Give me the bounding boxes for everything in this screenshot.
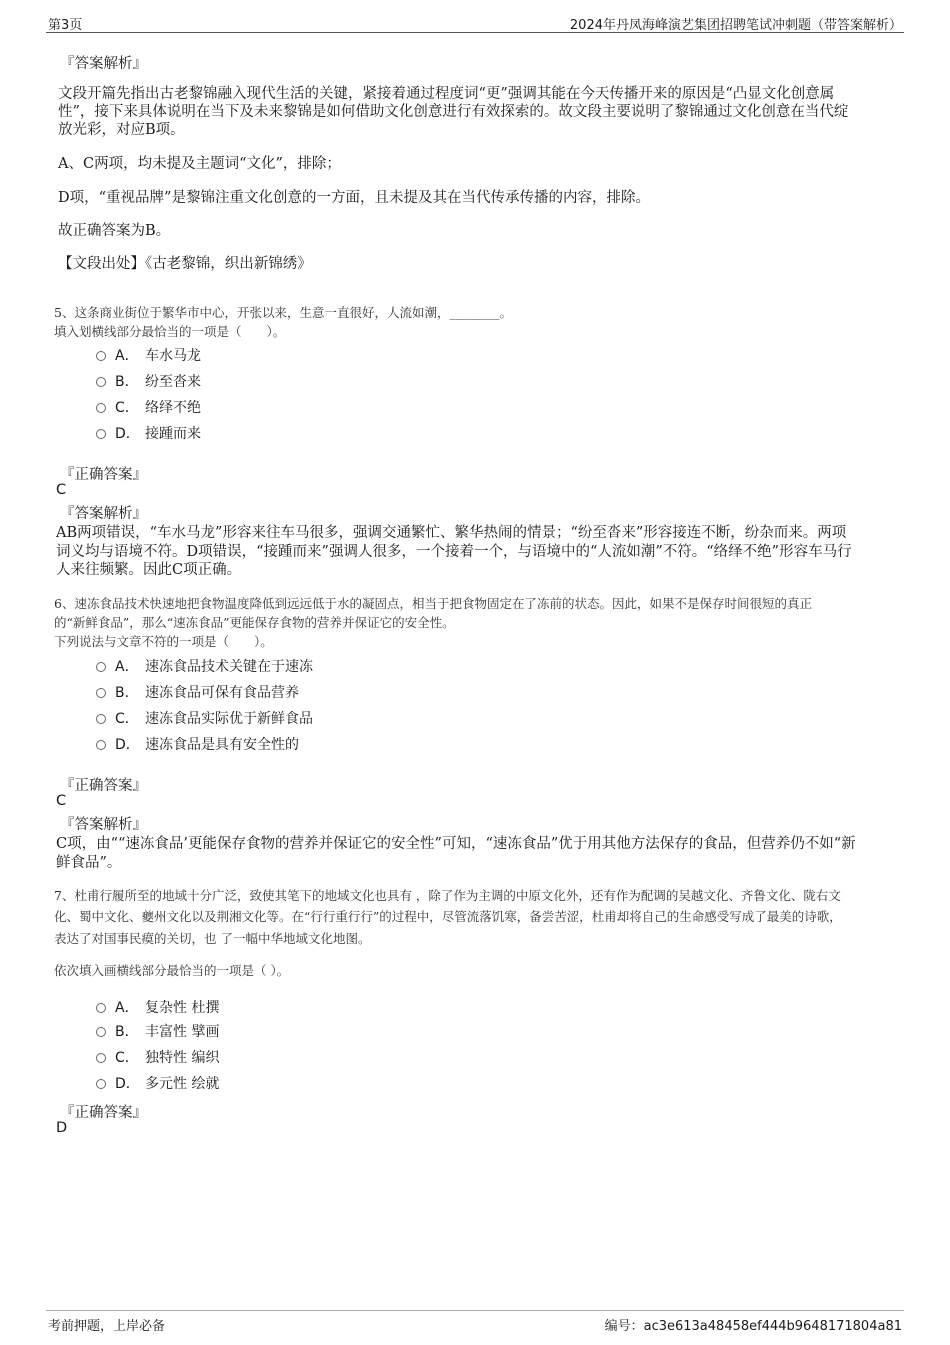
q6-prompt: 下列说法与文章不符的一项是（ ）。 bbox=[54, 634, 273, 649]
radio-icon[interactable] bbox=[96, 740, 106, 750]
q6-option-d[interactable]: D． 速冻食品是具有安全性的 bbox=[96, 734, 299, 754]
q5-answer: C bbox=[56, 482, 67, 498]
q4-analysis-line: 文段开篇先指出古老黎锦融入现代生活的关键，紧接着通过程度词“更”强调其能在今天传播开来的原因是“凸显文化创意属 bbox=[58, 86, 835, 102]
q6-answer-label: 『正确答案』 bbox=[60, 778, 147, 794]
footer-slogan: 考前押题，上岸必备 bbox=[48, 1319, 166, 1334]
q5-answer-label: 『正确答案』 bbox=[60, 467, 147, 483]
q6-analysis-label: 『答案解析』 bbox=[60, 817, 147, 833]
q4-analysis-line: 性”，接下来具体说明在当下及未来黎锦是如何借助文化创意进行有效探索的。故文段主要说明了黎锦通过文化创意在当代绽 bbox=[58, 104, 849, 120]
q6-option-c[interactable]: C． 速冻食品实际优于新鲜食品 bbox=[96, 708, 313, 728]
radio-icon[interactable] bbox=[96, 403, 106, 413]
radio-icon[interactable] bbox=[96, 351, 106, 361]
q6-option-b[interactable]: B． 速冻食品可保有食品营养 bbox=[96, 682, 299, 702]
q5-analysis-label: 『答案解析』 bbox=[60, 506, 147, 522]
q4-source: 【文段出处】《古老黎锦，织出新锦绣》 bbox=[58, 256, 312, 272]
q6-analysis-line: C项，由““速冻食品’更能保存食物的营养并保证它的安全性”可知，“速冻食品”优于用其他方法保存的食品，但营养仍不如“新 bbox=[56, 836, 856, 852]
page-footer bbox=[46, 1310, 904, 1335]
q5-option-d[interactable]: D． 接踵而来 bbox=[96, 423, 201, 443]
radio-icon[interactable] bbox=[96, 377, 106, 387]
q7-option-c[interactable]: C． 独特性 编织 bbox=[96, 1047, 219, 1067]
q5-option-c[interactable]: C． 络绎不绝 bbox=[96, 397, 201, 417]
q6-answer: C bbox=[56, 793, 67, 809]
radio-icon[interactable] bbox=[96, 429, 106, 439]
q4-conclusion: 故正确答案为B。 bbox=[58, 223, 171, 239]
q6-stem: 6、速冻食品技术快速地把食物温度降低到远远低于水的凝固点，相当于把食物固定在了冻前的状态。因此，如果不是保存时间很短的真正 bbox=[54, 596, 812, 611]
radio-icon[interactable] bbox=[96, 1079, 106, 1089]
q4-analysis-line: A、C两项，均未提及主题词“文化”，排除； bbox=[58, 156, 341, 172]
radio-icon[interactable] bbox=[96, 714, 106, 724]
document-code: 编号：ac3e613a48458ef444b9648171804a81 bbox=[604, 1319, 902, 1334]
page-header bbox=[46, 12, 904, 33]
q7-option-d[interactable]: D． 多元性 绘就 bbox=[96, 1073, 219, 1093]
q7-stem: 7、杜甫行履所至的地域十分广泛，致使其笔下的地域文化也具有 ，除了作为主调的中原文化外，还有作为配调的吴越文化、齐鲁文化、陇右文 bbox=[54, 888, 841, 903]
q7-prompt: 依次填入画横线部分最恰当的一项是（ ）。 bbox=[54, 963, 290, 978]
q4-analysis-line: 放光彩，对应B项。 bbox=[58, 122, 185, 138]
radio-icon[interactable] bbox=[96, 662, 106, 672]
q5-option-b[interactable]: B． 纷至沓来 bbox=[96, 371, 201, 391]
q6-option-a[interactable]: A． 速冻食品技术关键在于速冻 bbox=[96, 656, 313, 676]
q5-analysis-line: 人来往频繁。因此C项正确。 bbox=[56, 562, 242, 578]
q6-stem: 的“新鲜食品”，那么“速冻食品”更能保存食物的营养并保证它的安全性。 bbox=[54, 615, 455, 630]
radio-icon[interactable] bbox=[96, 1027, 106, 1037]
document-title: 2024年丹凤海峰演艺集团招聘笔试冲刺题（带答案解析） bbox=[569, 18, 902, 33]
page-number: 第3页 bbox=[48, 18, 83, 33]
radio-icon[interactable] bbox=[96, 1053, 106, 1063]
q6-analysis-line: 鲜食品”。 bbox=[56, 855, 122, 871]
q7-option-b[interactable]: B． 丰富性 擘画 bbox=[96, 1021, 219, 1041]
q7-option-a[interactable]: A． 复杂性 杜撰 bbox=[96, 997, 219, 1017]
q4-analysis-line: D项，“重视品牌”是黎锦注重文化创意的一方面，且未提及其在当代传承传播的内容，排除。 bbox=[58, 190, 650, 206]
q7-stem: 表达了对国事民瘼的关切，也 了一幅中华地域文化地图。 bbox=[54, 931, 371, 946]
radio-icon[interactable] bbox=[96, 1003, 106, 1013]
q5-option-a[interactable]: A． 车水马龙 bbox=[96, 345, 201, 365]
q4-analysis-label: 『答案解析』 bbox=[60, 56, 147, 72]
q7-answer: D bbox=[56, 1120, 68, 1136]
q5-prompt: 填入划横线部分最恰当的一项是（ ）。 bbox=[54, 324, 286, 339]
radio-icon[interactable] bbox=[96, 688, 106, 698]
q5-stem: 5、这条商业街位于繁华市中心，开张以来，生意一直很好，人流如潮，________。 bbox=[54, 305, 512, 320]
q7-answer-label: 『正确答案』 bbox=[60, 1105, 147, 1121]
q5-analysis-line: 词义均与语境不符。D项错误，“接踵而来”强调人很多，一个接着一个，与语境中的“人流如潮”不符。“络绎不绝”形容车马行 bbox=[56, 544, 852, 560]
q5-analysis-line: AB两项错误，“车水马龙”形容来往车马很多，强调交通繁忙、繁华热闹的情景；“纷至沓来”形容接连不断，纷杂而来。两项 bbox=[56, 525, 847, 541]
q7-stem: 化、蜀中文化、夔州文化以及荆湘文化等。在“行行重行行”的过程中，尽管流落饥寒，备尝苦涩，杜甫却将自己的生命感受写成了最美的诗歌， bbox=[54, 909, 842, 924]
